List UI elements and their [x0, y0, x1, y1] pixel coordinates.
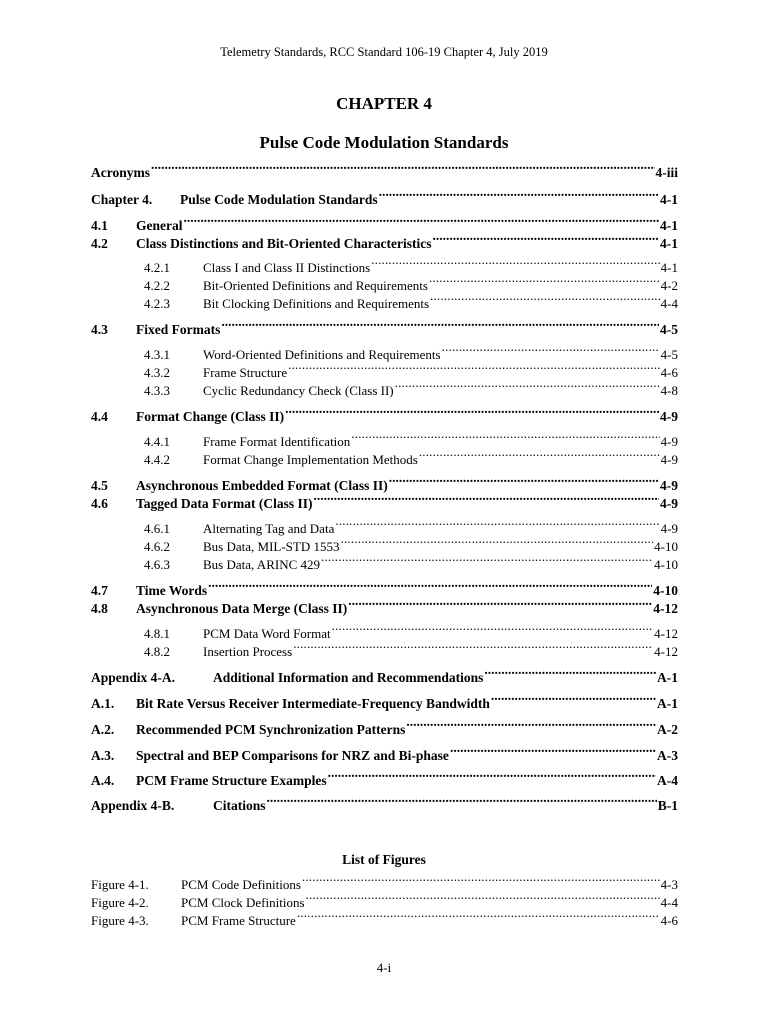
dot-leader — [395, 377, 660, 395]
toc-entry[interactable] — [91, 690, 678, 711]
toc-entry-page: 4-9 — [660, 496, 678, 511]
chapter-label: CHAPTER 4 — [336, 94, 432, 113]
toc-entry-page: 4-1 — [660, 260, 678, 275]
dot-leader — [302, 871, 660, 889]
toc-entry-title: Bus Data, ARINC 429 — [203, 557, 320, 572]
toc-subentry[interactable] — [144, 377, 678, 398]
toc-entry-page: A-1 — [657, 670, 678, 685]
dot-leader — [297, 907, 660, 925]
toc-entry-page: 4-12 — [654, 644, 678, 659]
dot-leader — [221, 316, 659, 334]
toc-entry-number: 4.8.1 — [144, 626, 170, 641]
toc-entry-title: Word-Oriented Definitions and Requirements — [203, 347, 441, 362]
toc-entry[interactable] — [91, 767, 678, 788]
toc-entry[interactable] — [91, 186, 678, 207]
toc-entry-number: 4.3.2 — [144, 365, 170, 380]
toc-entry-page: 4-9 — [660, 434, 678, 449]
toc-entry-number: 4.8.2 — [144, 644, 170, 659]
dot-leader — [406, 716, 656, 734]
toc-subentry[interactable] — [144, 638, 678, 659]
toc-entry-number: 4.4 — [91, 409, 108, 424]
figure-entry-page: 4-4 — [660, 895, 678, 910]
page-number: 4-i — [376, 960, 392, 975]
dot-leader — [450, 742, 656, 760]
toc-entry-page: 4-8 — [660, 383, 678, 398]
list-of-figures-title: List of Figures — [342, 852, 426, 867]
toc-entry-title: Format Change Implementation Methods — [203, 452, 418, 467]
toc-entry-number: 4.2 — [91, 236, 108, 251]
toc-entry-page: 4-9 — [660, 521, 678, 536]
dot-leader — [419, 446, 660, 464]
toc-entry[interactable] — [91, 742, 678, 763]
toc-entry-number: 4.2.3 — [144, 296, 170, 311]
chapter-title: Pulse Code Modulation Standards — [259, 133, 509, 152]
toc-entry-number: Chapter 4. — [91, 192, 153, 207]
toc-entry-page: 4-1 — [660, 192, 678, 207]
toc-subentry[interactable] — [144, 272, 678, 293]
toc-entry-number: 4.3 — [91, 322, 108, 337]
toc-entry-title: Recommended PCM Synchronization Patterns — [136, 722, 406, 737]
toc-entry-page: 4-12 — [653, 601, 678, 616]
toc-subentry[interactable] — [144, 428, 678, 449]
toc-entry[interactable] — [91, 230, 678, 251]
running-header: Telemetry Standards, RCC Standard 106-19 Chapter 4, July 2019 — [220, 45, 548, 59]
toc-entry-title: General — [136, 218, 183, 233]
dot-leader — [293, 638, 653, 656]
toc-entry-title: Asynchronous Data Merge (Class II) — [136, 601, 348, 616]
toc-entry-page: 4-1 — [660, 236, 678, 251]
toc-entry-title: Frame Format Identification — [203, 434, 351, 449]
toc-entry-title: Bus Data, MIL-STD 1553 — [203, 539, 340, 554]
dot-leader — [430, 290, 660, 308]
toc-entry-number: 4.2.2 — [144, 278, 170, 293]
toc-entry[interactable] — [91, 490, 678, 511]
toc-entry-title: Fixed Formats — [136, 322, 221, 337]
toc-entry-page: 4-iii — [655, 165, 678, 180]
toc-entry-page: 4-5 — [660, 322, 678, 337]
toc-entry-title: Bit Rate Versus Receiver Intermediate-Frequency Bandwidth — [136, 696, 490, 711]
toc-entry-title: Citations — [213, 798, 266, 813]
toc-entry-title: Pulse Code Modulation Standards — [180, 192, 378, 207]
toc-entry[interactable] — [91, 472, 678, 493]
toc-entry-page: 4-5 — [660, 347, 678, 362]
toc-entry-number: Appendix 4-A. — [91, 670, 176, 685]
toc-entry-page: 4-10 — [654, 557, 678, 572]
toc-entry-number: 4.4.2 — [144, 452, 170, 467]
toc-entry-page: A-4 — [657, 773, 678, 788]
toc-entry-number: 4.6.1 — [144, 521, 170, 536]
toc-entry-title: Insertion Process — [203, 644, 293, 659]
toc-entry-page: 4-6 — [660, 365, 678, 380]
toc-subentry[interactable] — [144, 515, 678, 536]
toc-entry-number: 4.3.1 — [144, 347, 170, 362]
toc-entry[interactable] — [91, 316, 678, 337]
figure-entry-title: PCM Clock Definitions — [181, 895, 305, 910]
figure-entry-title: PCM Code Definitions — [181, 877, 301, 892]
toc-entry-title: Class Distinctions and Bit-Oriented Characteristics — [136, 236, 432, 251]
toc-entry-number: 4.8 — [91, 601, 108, 616]
dot-leader — [306, 889, 660, 907]
toc-entry-number: 4.6.3 — [144, 557, 170, 572]
dot-leader — [351, 428, 659, 446]
toc-entry-number: 4.2.1 — [144, 260, 170, 275]
dot-leader — [335, 515, 659, 533]
toc-entry[interactable] — [91, 159, 678, 180]
dot-leader — [432, 230, 659, 248]
toc-entry-page: B-1 — [657, 798, 678, 813]
toc-entry-page: 4-9 — [660, 452, 678, 467]
dot-leader — [491, 690, 656, 708]
toc-entry-number: 4.3.3 — [144, 383, 170, 398]
toc-subentry[interactable] — [144, 359, 678, 380]
toc-entry-title: Class I and Class II Distinctions — [203, 260, 371, 275]
toc-entry-number: Appendix 4-B. — [91, 798, 175, 813]
toc-entry[interactable] — [91, 577, 678, 598]
toc-entry-number: 4.1 — [91, 218, 108, 233]
dot-leader — [267, 792, 657, 810]
dot-leader — [484, 664, 656, 682]
toc-subentry[interactable] — [144, 551, 678, 572]
toc-entry-title: PCM Data Word Format — [203, 626, 331, 641]
dot-leader — [328, 767, 656, 785]
toc-entry[interactable] — [91, 212, 678, 233]
toc-entry-title: PCM Frame Structure Examples — [136, 773, 327, 788]
figure-entry-number: Figure 4-1. — [91, 877, 149, 892]
dot-leader — [429, 272, 660, 290]
dot-leader — [332, 620, 654, 638]
toc-entry-label: Acronyms — [91, 165, 150, 180]
figure-entry[interactable] — [91, 871, 678, 892]
toc-subentry[interactable] — [144, 254, 678, 275]
toc-entry-number: A.4. — [91, 773, 115, 788]
dot-leader — [314, 490, 660, 508]
toc-entry-title: Bit Clocking Definitions and Requirements — [203, 296, 430, 311]
toc-entry-title: Additional Information and Recommendations — [213, 670, 484, 685]
toc-entry-number: 4.7 — [91, 583, 108, 598]
toc-entry-title: Bit-Oriented Definitions and Requirements — [203, 278, 428, 293]
toc-entry-title: Cyclic Redundancy Check (Class II) — [203, 383, 394, 398]
toc-entry-title: Alternating Tag and Data — [203, 521, 335, 536]
toc-subentry[interactable] — [144, 446, 678, 467]
toc-entry-number: 4.4.1 — [144, 434, 170, 449]
toc-entry-page: 4-12 — [654, 626, 678, 641]
figure-entry[interactable] — [91, 889, 678, 910]
figure-entry-title: PCM Frame Structure — [181, 913, 296, 928]
figure-entry-number: Figure 4-2. — [91, 895, 149, 910]
toc-subentry[interactable] — [144, 533, 678, 554]
dot-leader — [389, 472, 659, 490]
toc-entry-page: A-1 — [657, 696, 678, 711]
toc-entry-number: A.1. — [91, 696, 115, 711]
figure-entry-page: 4-3 — [660, 877, 678, 892]
toc-entry-number: A.2. — [91, 722, 115, 737]
toc-entry-number: A.3. — [91, 748, 115, 763]
toc-entry[interactable] — [91, 716, 678, 737]
toc-entry-number: 4.5 — [91, 478, 108, 493]
toc-entry-page: 4-4 — [660, 296, 678, 311]
toc-entry[interactable] — [91, 403, 678, 424]
dot-leader — [285, 403, 659, 421]
figure-entry-number: Figure 4-3. — [91, 913, 149, 928]
dot-leader — [379, 186, 659, 204]
dot-leader — [208, 577, 652, 595]
dot-leader — [348, 595, 652, 613]
toc-entry-title: Spectral and BEP Comparisons for NRZ and Bi-phase — [136, 748, 449, 763]
dot-leader — [442, 341, 660, 359]
dot-leader — [184, 212, 660, 230]
toc-subentry[interactable] — [144, 620, 678, 641]
dot-leader — [371, 254, 659, 272]
toc-entry-title: Tagged Data Format (Class II) — [136, 496, 313, 511]
toc-entry-page: A-2 — [657, 722, 678, 737]
toc-entry-number: 4.6 — [91, 496, 108, 511]
toc-subentry[interactable] — [144, 290, 678, 311]
toc-entry-title: Frame Structure — [203, 365, 288, 380]
toc-entry-title: Asynchronous Embedded Format (Class II) — [136, 478, 388, 493]
toc-entry-title: Time Words — [136, 583, 208, 598]
dot-leader — [341, 533, 654, 551]
dot-leader — [288, 359, 660, 377]
toc-entry-page: 4-10 — [653, 583, 678, 598]
toc-subentry[interactable] — [144, 341, 678, 362]
toc-entry-page: A-3 — [657, 748, 678, 763]
toc-entry[interactable] — [91, 664, 678, 685]
toc-entry-page: 4-2 — [660, 278, 678, 293]
toc-entry-page: 4-9 — [660, 478, 678, 493]
dot-leader — [151, 159, 655, 177]
toc-entry-page: 4-10 — [654, 539, 678, 554]
toc-entry-page: 4-9 — [660, 409, 678, 424]
toc-entry[interactable] — [91, 792, 678, 813]
toc-entry[interactable] — [91, 595, 678, 616]
figure-entry[interactable] — [91, 907, 678, 928]
toc-entry-title: Format Change (Class II) — [136, 409, 285, 424]
toc-entry-page: 4-1 — [660, 218, 678, 233]
toc-entry-number: 4.6.2 — [144, 539, 170, 554]
figure-entry-page: 4-6 — [660, 913, 678, 928]
dot-leader — [321, 551, 653, 569]
